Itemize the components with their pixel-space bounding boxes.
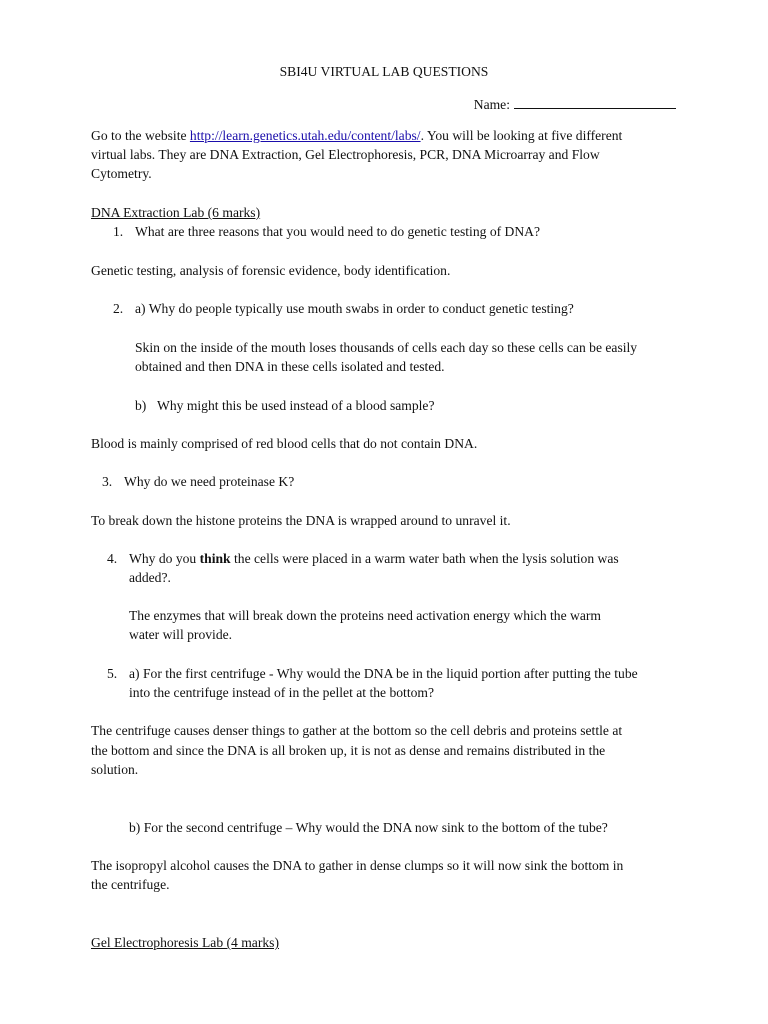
question-2b [135, 396, 434, 415]
page-title: SBI4U VIRTUAL LAB QUESTIONS [279, 64, 489, 79]
answer-5b-line-2: the centrifuge. [91, 877, 170, 892]
question-4-line-1 [107, 549, 619, 568]
section-heading-gel-electrophoresis: Gel Electrophoresis Lab (4 marks) [91, 935, 279, 950]
section-heading-dna-extraction: DNA Extraction Lab (6 marks) [91, 205, 261, 220]
question-text: Why might this be used instead of a blood sample? [157, 398, 435, 413]
answer-5a-line-3: solution. [91, 762, 139, 777]
question-5b: b) For the second centrifuge – Why would the DNA now sink to the bottom of the tube? [129, 820, 608, 835]
question-2a [113, 299, 574, 318]
answer-5b-line-1: The isopropyl alcohol causes the DNA to gather in dense clumps so it will now sink the bottom in [91, 858, 624, 873]
question-number: 1. [113, 224, 124, 239]
intro-line-3: Cytometry. [91, 166, 152, 181]
answer-3: To break down the histone proteins the DNA is wrapped around to unravel it. [91, 513, 511, 528]
question-number: 3. [102, 474, 113, 489]
name-label: Name: [473, 97, 510, 112]
answer-4-line-1: The enzymes that will break down the proteins need activation energy which the warm [129, 608, 601, 623]
intro-line-2: virtual labs. They are DNA Extraction, Gel Electrophoresis, PCR, DNA Microarray and Flow [91, 147, 600, 162]
labs-link[interactable]: http://learn.genetics.utah.edu/content/labs/ [189, 128, 421, 143]
question-number: 2. [113, 301, 124, 316]
answer-4-line-2: water will provide. [129, 627, 233, 642]
question-text: a) For the first centrifuge - Why would the DNA be in the liquid portion after putting the tube [129, 666, 638, 681]
question-text: What are three reasons that you would need to do genetic testing of DNA? [135, 224, 541, 239]
question-text: Why do we need proteinase K? [124, 474, 295, 489]
answer-2a-line-2: obtained and then DNA in these cells isolated and tested. [135, 359, 445, 374]
answer-1: Genetic testing, analysis of forensic evidence, body identification. [91, 263, 451, 278]
answer-5a-line-1: The centrifuge causes denser things to gather at the bottom so the cell debris and proteins settle at [91, 723, 623, 738]
answer-2b: Blood is mainly comprised of red blood cells that do not contain DNA. [91, 436, 478, 451]
question-text-pre: Why do you [129, 551, 200, 566]
question-text-post: the cells were placed in a warm water bath when the lysis solution was [230, 551, 619, 566]
intro-text-pre: Go to the website [91, 128, 190, 143]
question-1 [113, 222, 540, 241]
question-5a-line-1 [107, 664, 638, 683]
question-text: a) Why do people typically use mouth swabs in order to conduct genetic testing? [135, 301, 574, 316]
name-field-line [474, 95, 676, 114]
name-blank[interactable] [514, 95, 676, 109]
intro-line-1 [91, 126, 622, 145]
question-label: b) [135, 398, 147, 413]
question-4-line-2: added?. [129, 570, 171, 585]
answer-2a-line-1: Skin on the inside of the mouth loses thousands of cells each day so these cells can be easily [135, 340, 638, 355]
question-number: 5. [107, 666, 118, 681]
question-number: 4. [107, 551, 118, 566]
question-3 [102, 472, 294, 491]
answer-5a-line-2: the bottom and since the DNA is all broken up, it is not as dense and remains distributed in the [91, 743, 606, 758]
question-5a-line-2: into the centrifuge instead of in the pellet at the bottom? [129, 685, 435, 700]
intro-text-post: . You will be looking at five different [420, 128, 623, 143]
question-text-emphasis: think [199, 551, 231, 566]
